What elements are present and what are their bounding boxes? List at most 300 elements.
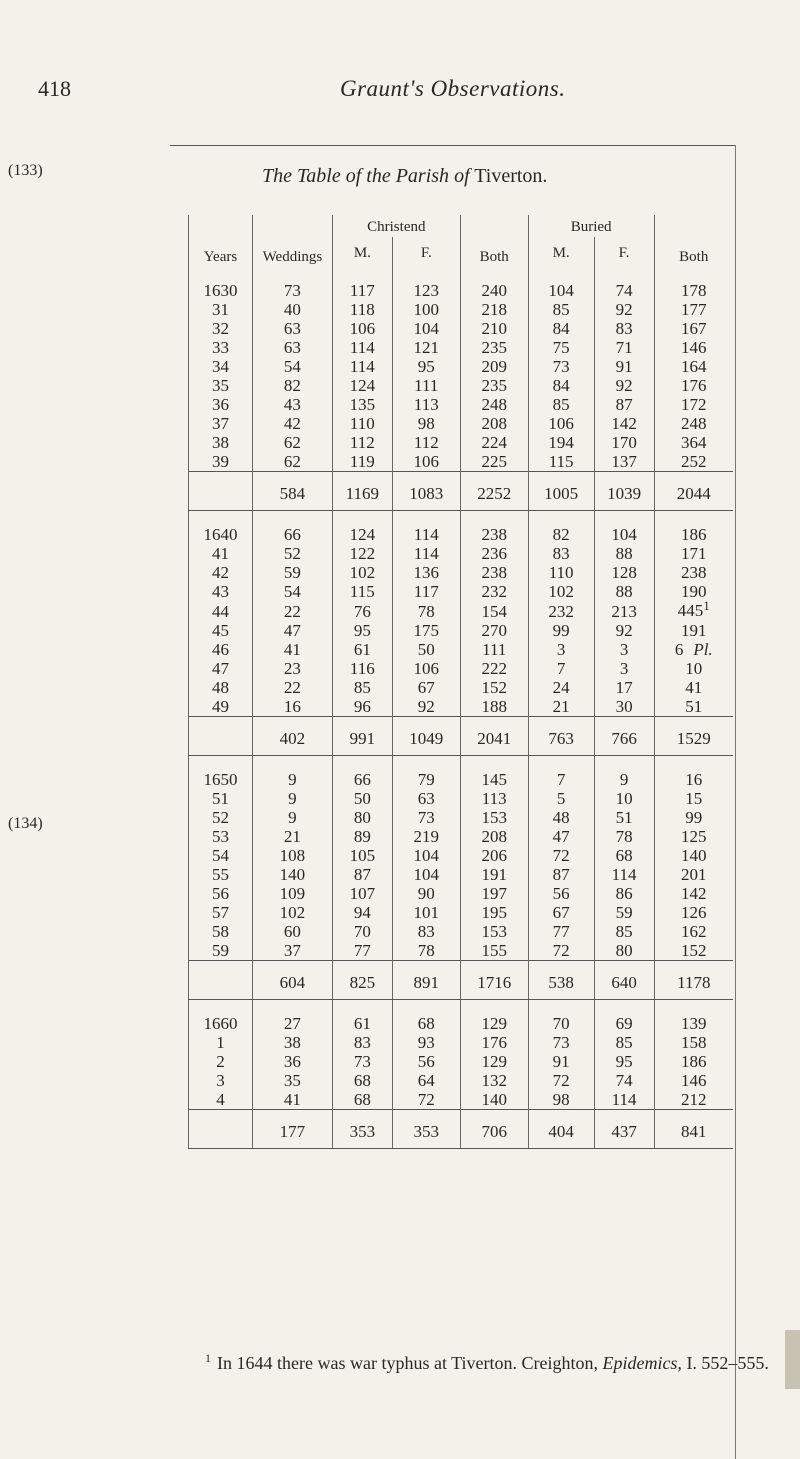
table-title-text: The Table of the Parish [262,165,450,187]
table-cell: 87 [528,865,594,884]
total-row [189,961,734,1000]
table-cell: 68 [332,1071,392,1090]
table-row [189,395,734,414]
table-cell: 56 [189,884,253,903]
total-cell [189,1110,253,1149]
total-cell: 766 [594,717,654,756]
table-cell: 225 [460,452,528,472]
table-cell: 129 [460,1000,528,1034]
table-cell: 47 [528,827,594,846]
table-cell: 178 [654,267,733,300]
table-cell: 16 [654,756,733,790]
table-cell: 64 [392,1071,460,1090]
table-cell: 78 [392,601,460,621]
table-cell: 59 [189,941,253,961]
total-cell: 763 [528,717,594,756]
table-cell: 129 [460,1052,528,1071]
table-cell: 37 [252,941,332,961]
table-cell: 114 [332,338,392,357]
parish-table [188,215,733,1149]
table-cell: 67 [528,903,594,922]
table-cell: 83 [594,319,654,338]
table-cell: 172 [654,395,733,414]
table-cell: 72 [528,1071,594,1090]
table-cell: 51 [594,808,654,827]
table-row [189,1090,734,1110]
table-cell: 68 [332,1090,392,1110]
table-cell: 152 [654,941,733,961]
table-cell: 95 [332,621,392,640]
table-cell: 46 [189,640,253,659]
table-cell: 44 [189,601,253,621]
table-cell: 124 [332,511,392,545]
table-cell: 91 [528,1052,594,1071]
table-cell: 235 [460,338,528,357]
table-cell: 101 [392,903,460,922]
table-cell: 54 [189,846,253,865]
table-cell: 31 [189,300,253,319]
table-cell: 54 [252,357,332,376]
table-cell: 73 [528,1033,594,1052]
footnote-marker: 1 [205,1351,211,1365]
table-cell: 43 [252,395,332,414]
total-cell: 706 [460,1110,528,1149]
table-cell: 9 [252,756,332,790]
table-cell: 195 [460,903,528,922]
table-cell: 125 [654,827,733,846]
table-cell: 136 [392,563,460,582]
table-cell: 167 [654,319,733,338]
total-cell: 991 [332,717,392,756]
table-cell: 191 [460,865,528,884]
total-cell: 1529 [654,717,733,756]
header-buried-f: F. [594,237,654,267]
table-cell: 23 [252,659,332,678]
table-row [189,865,734,884]
table-cell: 194 [528,433,594,452]
table-cell: 41 [189,544,253,563]
table-cell: 154 [460,601,528,621]
table-row [189,357,734,376]
footnote [205,1353,769,1374]
table-cell: 190 [654,582,733,601]
table-cell: 128 [594,563,654,582]
table-cell: 99 [654,808,733,827]
table-cell: 59 [252,563,332,582]
table-title-place: Tiverton. [474,165,548,187]
footnote-text: In 1644 there was war typhus at Tiverton. Creighton, [217,1353,598,1373]
table-cell: 57 [189,903,253,922]
table-cell: 114 [392,544,460,563]
table-row [189,1071,734,1090]
total-cell: 437 [594,1110,654,1149]
table-cell: 59 [594,903,654,922]
table-cell: 238 [654,563,733,582]
table-cell: 111 [460,640,528,659]
table-cell: 238 [460,563,528,582]
table-cell: 85 [528,300,594,319]
table-cell: 124 [332,376,392,395]
table-cell: 104 [594,511,654,545]
table-cell: 106 [392,659,460,678]
total-cell: 825 [332,961,392,1000]
table-cell: 85 [528,395,594,414]
total-cell: 1716 [460,961,528,1000]
table-row [189,563,734,582]
table-cell: 248 [654,414,733,433]
total-row [189,717,734,756]
table-cell: 82 [252,376,332,395]
table-cell: 73 [528,357,594,376]
table-cell: 110 [332,414,392,433]
table-cell: 48 [189,678,253,697]
table-cell: 222 [460,659,528,678]
table-row [189,756,734,790]
table-cell: 78 [392,941,460,961]
table-cell: 5 [528,789,594,808]
table-cell: 90 [392,884,460,903]
table-cell: 113 [460,789,528,808]
footnote-italic: Epidemics, [602,1353,682,1373]
total-cell: 1169 [332,472,392,511]
table-cell: 92 [392,697,460,717]
table-cell: 76 [332,601,392,621]
table-cell: 21 [528,697,594,717]
table-cell: 51 [189,789,253,808]
table-cell: 170 [594,433,654,452]
table-cell: 146 [654,338,733,357]
header-years: Years [189,215,253,267]
table-cell: 158 [654,1033,733,1052]
table-row [189,903,734,922]
table-cell: 2 [189,1052,253,1071]
table-cell: 16 [252,697,332,717]
table-cell: 132 [460,1071,528,1090]
table-cell: 171 [654,544,733,563]
table-cell: 95 [594,1052,654,1071]
table-cell: 152 [460,678,528,697]
table-row [189,640,734,659]
table-cell: 112 [332,433,392,452]
table-cell: 73 [252,267,332,300]
table-cell: 236 [460,544,528,563]
table-cell: 232 [528,601,594,621]
table-cell: 10 [594,789,654,808]
table-cell: 1650 [189,756,253,790]
table-cell: 85 [332,678,392,697]
table-cell: 60 [252,922,332,941]
table-cell: 17 [594,678,654,697]
table-cell: 93 [392,1033,460,1052]
table-row [189,601,734,621]
table-cell: 140 [654,846,733,865]
table-cell: 80 [332,808,392,827]
table-cell: 36 [252,1052,332,1071]
total-cell [189,717,253,756]
total-cell: 402 [252,717,332,756]
table-cell: 142 [594,414,654,433]
table-cell: 109 [252,884,332,903]
table-cell: 155 [460,941,528,961]
table-cell: 47 [252,621,332,640]
header-christened-m: M. [332,237,392,267]
table-cell: 137 [594,452,654,472]
total-cell: 353 [392,1110,460,1149]
table-cell: 27 [252,1000,332,1034]
table-cell: 240 [460,267,528,300]
table-cell: 38 [252,1033,332,1052]
table-cell: 68 [392,1000,460,1034]
table-cell: 56 [392,1052,460,1071]
table-row [189,659,734,678]
table-cell: 58 [189,922,253,941]
table-cell: 51 [654,697,733,717]
table-cell: 106 [528,414,594,433]
table-cell: 78 [594,827,654,846]
table-cell: 252 [654,452,733,472]
table-cell: 61 [332,1000,392,1034]
table-cell: 72 [392,1090,460,1110]
table-row [189,941,734,961]
table-cell: 75 [528,338,594,357]
table-cell: 1630 [189,267,253,300]
total-row [189,1110,734,1149]
table-cell: 54 [252,582,332,601]
table-cell: 145 [460,756,528,790]
table-cell: 107 [332,884,392,903]
table-cell: 37 [189,414,253,433]
table-cell: 61 [332,640,392,659]
running-head: Graunt's Observations. [340,76,566,101]
table-cell: 210 [460,319,528,338]
table-cell: 98 [392,414,460,433]
margin-note-134: (134) [8,815,43,832]
table-cell: 96 [332,697,392,717]
table-cell: 52 [252,544,332,563]
table-cell: 73 [392,808,460,827]
header-weddings: Weddings [252,215,332,267]
table-cell: 63 [392,789,460,808]
total-cell: 604 [252,961,332,1000]
table-cell: 92 [594,621,654,640]
table-cell: 56 [528,884,594,903]
table-cell: 99 [528,621,594,640]
table-row [189,582,734,601]
table-cell: 41 [252,1090,332,1110]
table-row [189,884,734,903]
total-cell: 1039 [594,472,654,511]
table-cell: 142 [654,884,733,903]
table-cell: 89 [332,827,392,846]
table-cell: 77 [528,922,594,941]
table-cell: 84 [528,376,594,395]
table-cell: 118 [332,300,392,319]
table-cell: 98 [528,1090,594,1110]
table-cell: 238 [460,511,528,545]
table-cell: 3 [528,640,594,659]
table-cell: 208 [460,827,528,846]
table-cell: 126 [654,903,733,922]
table-row [189,319,734,338]
table-row [189,511,734,545]
table-cell: 212 [654,1090,733,1110]
margin-note-133: (133) [8,162,43,179]
table-cell: 111 [392,376,460,395]
table-cell: 36 [189,395,253,414]
table-cell: 30 [594,697,654,717]
table-cell: 7 [528,659,594,678]
table-cell: 52 [189,808,253,827]
total-cell: 404 [528,1110,594,1149]
table-row [189,452,734,472]
total-cell [189,961,253,1000]
table-cell: 102 [332,563,392,582]
table-cell: 74 [594,267,654,300]
table-cell: 85 [594,922,654,941]
table-row [189,697,734,717]
table-cell: 201 [654,865,733,884]
table-cell: 87 [332,865,392,884]
footnote-ref: I. 552–555. [686,1353,769,1373]
table-cell: 9 [252,808,332,827]
table-cell: 21 [252,827,332,846]
table-cell: 3 [594,640,654,659]
table-cell: 86 [594,884,654,903]
table-cell: 224 [460,433,528,452]
table-cell: 53 [189,827,253,846]
table-cell: 445$^1$ [654,601,733,621]
table-row [189,621,734,640]
plague-note: Pl. [693,640,713,659]
table-row [189,808,734,827]
table-cell: 153 [460,808,528,827]
total-cell: 1005 [528,472,594,511]
table-cell: 72 [528,941,594,961]
table-cell: 206 [460,846,528,865]
table-cell: 119 [332,452,392,472]
table-cell: 50 [332,789,392,808]
table-cell: 70 [528,1000,594,1034]
table-cell: 91 [594,357,654,376]
table-cell: 270 [460,621,528,640]
table-cell: 121 [392,338,460,357]
table-cell: 22 [252,601,332,621]
table-cell: 88 [594,582,654,601]
table-cell: 10 [654,659,733,678]
table-cell: 85 [594,1033,654,1052]
table-cell: 7 [528,756,594,790]
total-cell: 584 [252,472,332,511]
table-cell: 70 [332,922,392,941]
table-cell: 219 [392,827,460,846]
table-cell: 63 [252,338,332,357]
table-cell: 92 [594,376,654,395]
table-cell: 24 [528,678,594,697]
table-cell: 79 [392,756,460,790]
scan-edge [785,1330,800,1389]
table-cell: 41 [252,640,332,659]
table-cell: 55 [189,865,253,884]
table-cell: 122 [332,544,392,563]
table-row [189,1052,734,1071]
table-cell: 197 [460,884,528,903]
table-cell: 162 [654,922,733,941]
table-cell: 164 [654,357,733,376]
table-cell: 123 [392,267,460,300]
table-cell: 4 [189,1090,253,1110]
table-cell: 87 [594,395,654,414]
header-christened-both: Both [460,215,528,267]
table-cell: 43 [189,582,253,601]
total-cell: 1083 [392,472,460,511]
table-cell: 39 [189,452,253,472]
table-cell: 1660 [189,1000,253,1034]
table-cell: 66 [332,756,392,790]
table-cell: 32 [189,319,253,338]
table-cell: 114 [594,865,654,884]
table-cell: 100 [392,300,460,319]
table-body [189,267,734,1149]
table-cell: 191 [654,621,733,640]
table-frame-top [170,145,735,146]
table-cell: 104 [392,846,460,865]
total-cell: 1049 [392,717,460,756]
table-frame-right [735,145,736,1459]
table-cell: 6 Pl. [654,640,733,659]
total-cell: 891 [392,961,460,1000]
table-cell: 48 [528,808,594,827]
table-cell: 50 [392,640,460,659]
table-cell: 104 [392,319,460,338]
table-cell: 106 [392,452,460,472]
header-buried: Buried [528,215,654,237]
table-cell: 72 [528,846,594,865]
table-row [189,827,734,846]
table-cell: 83 [332,1033,392,1052]
total-cell: 640 [594,961,654,1000]
table-cell: 186 [654,1052,733,1071]
table-cell: 34 [189,357,253,376]
table-cell: 63 [252,319,332,338]
table-cell: 208 [460,414,528,433]
table-cell: 15 [654,789,733,808]
table-cell: 248 [460,395,528,414]
table-cell: 186 [654,511,733,545]
table-cell: 66 [252,511,332,545]
table-cell: 117 [392,582,460,601]
table-cell: 47 [189,659,253,678]
table-cell: 116 [332,659,392,678]
total-cell: 2044 [654,472,733,511]
table-cell: 188 [460,697,528,717]
table-cell: 9 [594,756,654,790]
table-cell: 105 [332,846,392,865]
table-cell: 88 [594,544,654,563]
table-cell: 176 [654,376,733,395]
table-cell: 102 [252,903,332,922]
table-row [189,544,734,563]
table-cell: 3 [189,1071,253,1090]
table-title [262,165,547,188]
total-cell: 353 [332,1110,392,1149]
table-cell: 40 [252,300,332,319]
table-cell: 153 [460,922,528,941]
table-cell: 35 [189,376,253,395]
table-row [189,300,734,319]
table-cell: 1640 [189,511,253,545]
table-row [189,922,734,941]
table-cell: 114 [332,357,392,376]
